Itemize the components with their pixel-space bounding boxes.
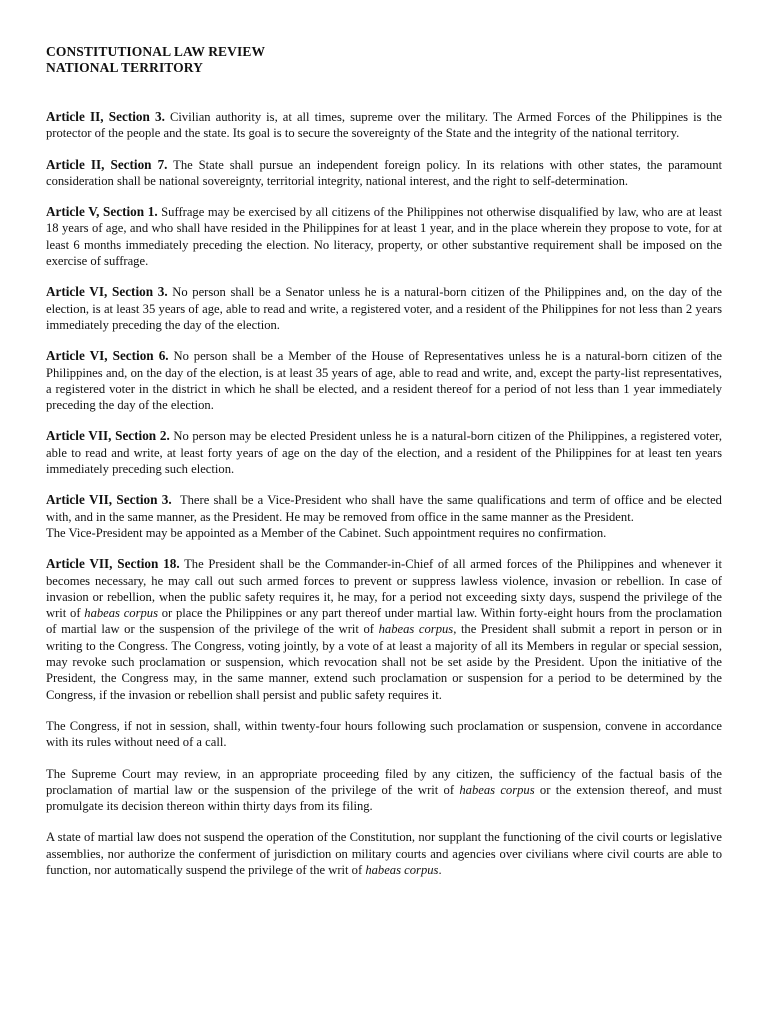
paragraph-congress-convene: The Congress, if not in session, shall, within twenty-four hours following such proclamation or suspension, convene in accordance with its rules without need of a call. [46, 718, 722, 750]
provision-reference: Article VI, Section 6. [46, 348, 169, 364]
paragraph-supreme-court-review [46, 766, 722, 815]
provision-reference: Article VI, Section 3. [46, 284, 168, 300]
provision-text: The President shall be the Commander-in-Chief of all armed forces of the Philippines and whenever it becomes necessary, he may call out such armed forces to prevent or suppress lawless violence, invasion or rebellion. In case of invasion or rebellion, when the public safety requires it, he may, for a period not exceeding sixty days, suspend the privilege of the writ of [46, 557, 722, 621]
provision-text: There shall be a Vice-President who shall have the same qualifications and term of office and be elected with, and in the same manner, as the President. He may be removed from office in the same manner as the President. [46, 493, 722, 524]
provision-reference: Article II, Section 3. [46, 109, 165, 124]
latin-term: habeas corpus [84, 606, 158, 621]
document-subtitle: NATIONAL TERRITORY [46, 60, 203, 75]
provision-art6-sec6 [46, 348, 722, 413]
paragraph-text: or the extension thereof, and must promulgate its decision thereon within thirty days from its filing. [46, 782, 723, 814]
paragraph-text: A state of martial law does not suspend the operation of the Constitution, nor supplant the functioning of the civil courts or legislative assemblies, nor authorize the conferment of jurisdiction on military courts and agencies over civilians where civil courts are able to function, nor automatically suspend the privilege of the writ of [46, 830, 722, 877]
provision-reference: Article V, Section 1. [46, 204, 158, 220]
provision-text: No person shall be a Member of the House of Representatives unless he is a natural-born citizen of the Philippines and, on the day of the election, is at least 35 years of age, able to read and write, and, except the party-list representatives, a registered voter in the district in which he shall be elected, and a resident thereof for a period of not less than 1 year immediately preceding the day of the election. [46, 349, 722, 413]
latin-term: habeas corpus [459, 782, 535, 797]
provision-text: Civilian authority is, at all times, supreme over the military. The Armed Forces of the Philippines is the protector of the people and the state. Its goal is to secure the sovereignty of the State and the integrity of the national territory. [46, 110, 722, 141]
provision-art5-sec1 [46, 204, 722, 269]
latin-term: habeas corpus [378, 622, 454, 637]
provision-text: , the President shall submit a report in person or in writing to the Congress. The Congress, voting jointly, by a vote of at least a majority of all its Members in regular or special session, may revoke such proclamation or suspension, which revocation shall not be set aside by the President. Upon the initiative of the President, the Congress may, in the same manner, extend such proclamation or suspension for a period to be determined by the Congress, if the invasion or rebellion shall persist and public safety requires it. [46, 622, 722, 702]
provision-art7-sec18 [46, 556, 722, 703]
document-header [46, 44, 722, 76]
provision-text: No person may be elected President unless he is a natural-born citizen of the Philippines, a registered voter, able to read and write, at least forty years of age on the day of the election, and a resident of the Philippines for at least ten years immediately preceding such election. [46, 429, 722, 477]
provision-art6-sec3 [46, 284, 722, 333]
provision-reference: Article II, Section 7. [46, 156, 168, 172]
provision-art7-sec3 [46, 492, 722, 525]
provision-art2-sec7 [46, 157, 722, 190]
provision-reference: Article VII, Section 3. [46, 492, 172, 508]
document-title: CONSTITUTIONAL LAW REVIEW [46, 44, 266, 59]
provision-text: Suffrage may be exercised by all citizens of the Philippines not otherwise disqualified by law, who are at least 18 years of age, and who shall have resided in the Philippines for at least 1 year, and in the place wherein they propose to vote, for at least 6 months immediately preceding the election. No literacy, property, or other substantive requirement shall be imposed on the exercise of suffrage. [46, 205, 722, 269]
provision-reference: Article VII, Section 18. [46, 556, 180, 572]
latin-term: habeas corpus [365, 862, 439, 877]
provision-art7-sec3-extra: The Vice-President may be appointed as a Member of the Cabinet. Such appointment requires no confirmation. [46, 525, 607, 540]
paragraph-text: . [438, 862, 442, 877]
provision-reference: Article VII, Section 2. [46, 428, 170, 444]
paragraph-martial-law [46, 829, 722, 878]
provision-art2-sec3 [46, 109, 722, 142]
provision-text: or place the Philippines or any part thereof under martial law. Within forty-eight hours from the proclamation of martial law or the suspension of the privilege of the writ of [46, 606, 722, 637]
provision-art7-sec2 [46, 428, 722, 477]
paragraph-text: The Supreme Court may review, in an appropriate proceeding filed by any citizen, the sufficiency of the factual basis of the proclamation of martial law or the suspension of the privilege of the writ of [46, 766, 722, 797]
provision-text: No person shall be a Senator unless he is a natural-born citizen of the Philippines and, on the day of the election, is at least 35 years of age, able to read and write, a registered voter, and a resident of the Philippines for not less than 2 years immediately preceding the day of the election. [46, 285, 722, 332]
provision-text: The State shall pursue an independent foreign policy. In its relations with other states, the paramount consideration shall be national sovereignty, territorial integrity, national interest, and the right to self-determination. [46, 157, 722, 188]
